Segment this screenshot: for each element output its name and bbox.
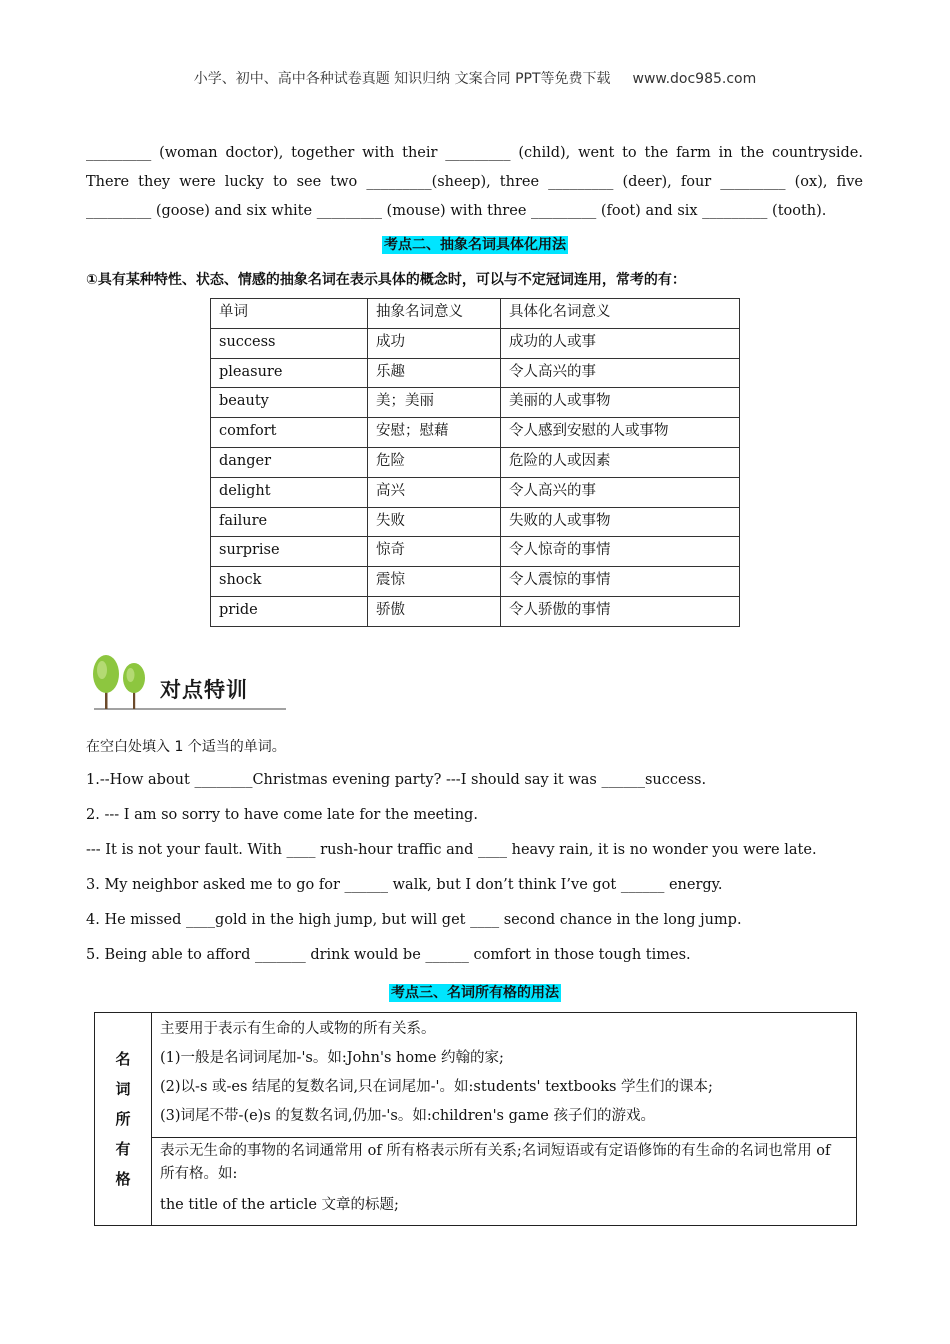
exercise-line: 1.--How about ________Christmas evening party? ---I should say it was ______success.	[86, 772, 707, 788]
label-char: 格	[115, 1170, 131, 1188]
section2-title	[0, 234, 950, 254]
abstract-meaning-cell: 成功	[368, 328, 501, 358]
table-row	[211, 328, 740, 358]
word-cell: failure	[211, 507, 368, 537]
word-cell: danger	[211, 447, 368, 477]
abstract-meaning-cell: 乐趣	[368, 358, 501, 388]
exercise-instruction: 在空白处填入 1 个适当的单词。	[86, 739, 286, 755]
table-row	[211, 447, 740, 477]
concrete-meaning-cell: 令人高兴的事	[501, 358, 740, 388]
word-cell: pleasure	[211, 358, 368, 388]
abstract-meaning-cell: 惊奇	[368, 537, 501, 567]
section2-rule: ①具有某种特性、状态、情感的抽象名词在表示具体的概念时，可以与不定冠词连用，常考的有：	[86, 272, 686, 288]
word-cell: beauty	[211, 388, 368, 418]
label-char: 名	[115, 1050, 131, 1068]
table-row	[211, 567, 740, 597]
abstract-meaning-cell: 安慰；慰藉	[368, 418, 501, 448]
intro-paragraph: _________ (woman doctor), together with their _________ (child), went to the farm in the countryside. There they were lucky to see two _________(sheep), three _________ (deer), four _________ (ox), five _________ (goose) and six white _________ (mouse) with three _________ (foot) and six _________ (tooth).	[86, 145, 863, 219]
banner-title: 对点特训	[160, 678, 248, 702]
abstract-meaning-cell: 震惊	[368, 567, 501, 597]
table-row	[211, 388, 740, 418]
exercise-line: 3. My neighbor asked me to go for ______ walk, but I don’t think I’ve got ______ energy.	[86, 877, 723, 893]
block-line: (1)一般是名词词尾加-'s。如:John's home 约翰的家;	[160, 1050, 504, 1066]
section2-title-text: 考点二、抽象名词具体化用法	[384, 237, 566, 253]
exercise-line: 5. Being able to afford _______ drink would be ______ comfort in those tough times.	[86, 947, 691, 963]
possessive-label	[95, 1013, 152, 1226]
word-cell: comfort	[211, 418, 368, 448]
animate-possessive-block	[152, 1013, 857, 1138]
table-row	[211, 507, 740, 537]
inanimate-possessive-block	[152, 1138, 857, 1226]
word-cell: shock	[211, 567, 368, 597]
section3-title-text: 考点三、名词所有格的用法	[391, 985, 559, 1001]
concrete-meaning-cell: 令人惊奇的事情	[501, 537, 740, 567]
block-line: (3)词尾不带-(e)s 的复数名词,仍加-'s。如:children's game 孩子们的游戏。	[160, 1108, 655, 1124]
block-text: 表示无生命的事物的名词通常用 of 所有格表示所有关系;名词短语或有定语修饰的有生命的名词也常用 of 所有格。如:	[160, 1143, 831, 1182]
exercise-line: 2. --- I am so sorry to have come late for the meeting.	[86, 807, 478, 823]
concrete-meaning-cell: 令人高兴的事	[501, 477, 740, 507]
concrete-meaning-cell: 失败的人或事物	[501, 507, 740, 537]
header-cell: 抽象名词意义	[368, 299, 501, 329]
table-row	[95, 1138, 857, 1226]
label-char: 有	[115, 1140, 131, 1158]
table-header-row	[211, 299, 740, 329]
table-row	[211, 537, 740, 567]
concrete-meaning-cell: 令人骄傲的事情	[501, 596, 740, 626]
word-cell: pride	[211, 596, 368, 626]
page-header	[0, 68, 950, 88]
concrete-meaning-cell: 危险的人或因素	[501, 447, 740, 477]
table-row	[211, 596, 740, 626]
header-site: www.doc985.com	[632, 71, 757, 87]
possessive-table	[94, 1012, 857, 1226]
label-char: 词	[115, 1080, 131, 1098]
abstract-meaning-cell: 高兴	[368, 477, 501, 507]
table-row	[95, 1013, 857, 1138]
block-line: 主要用于表示有生命的人或物的所有关系。	[160, 1021, 436, 1037]
word-cell: success	[211, 328, 368, 358]
exercise-line: 4. He missed ____gold in the high jump, but will get ____ second chance in the long jump.	[86, 912, 742, 928]
section3-title	[0, 982, 950, 1002]
header-cell: 单词	[211, 299, 368, 329]
concrete-meaning-cell: 成功的人或事	[501, 328, 740, 358]
exercise-line: --- It is not your fault. With ____ rush-hour traffic and ____ heavy rain, it is no wonder you were late.	[86, 842, 817, 858]
table-row	[211, 477, 740, 507]
label-char: 所	[115, 1110, 131, 1128]
table-row	[211, 418, 740, 448]
word-cell: delight	[211, 477, 368, 507]
abstract-meaning-cell: 危险	[368, 447, 501, 477]
concrete-meaning-cell: 令人震惊的事情	[501, 567, 740, 597]
block-example: the title of the article 文章的标题;	[160, 1197, 399, 1213]
abstract-meaning-cell: 骄傲	[368, 596, 501, 626]
header-text: 小学、初中、高中各种试卷真题 知识归纳 文案合同 PPT等免费下载	[193, 71, 611, 87]
block-line: (2)以-s 或-es 结尾的复数名词,只在词尾加-'。如:students' textbooks 学生们的课本;	[160, 1079, 713, 1095]
abstract-meaning-cell: 失败	[368, 507, 501, 537]
concrete-meaning-cell: 令人感到安慰的人或事物	[501, 418, 740, 448]
abstract-meaning-cell: 美；美丽	[368, 388, 501, 418]
table-row	[211, 358, 740, 388]
word-cell: surprise	[211, 537, 368, 567]
header-cell: 具体化名词意义	[501, 299, 740, 329]
abstract-noun-table	[210, 298, 740, 627]
concrete-meaning-cell: 美丽的人或事物	[501, 388, 740, 418]
